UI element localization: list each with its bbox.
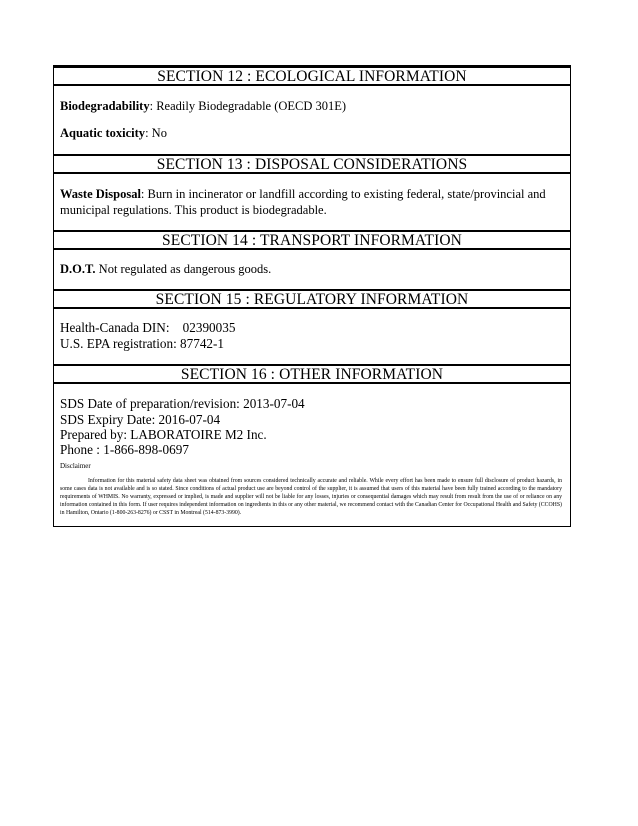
section-12-header — [54, 66, 570, 86]
waste-disposal-paragraph — [60, 186, 564, 218]
section-14-title: SECTION 14 : TRANSPORT INFORMATION — [162, 232, 462, 249]
waste-disposal-value: : Burn in incinerator or landfill according to existing federal, state/provincial and municipal regulations. This product is biodegradable. — [60, 187, 546, 217]
sds-expiry-date: SDS Expiry Date: 2016-07-04 — [60, 412, 221, 427]
disclaimer-label: Disclaimer — [60, 462, 91, 470]
biodegradability-line — [60, 98, 564, 114]
disclaimer-text: Information for this material safety data sheet was obtained from sources considered technically accurate and reliable. While every effort has been made to ensure full disclosure of product hazards, in some cases data is not available and is so stated. Since conditions of actual product use are beyond control of the supplier, it is assumed that users of this material have been fully trained according to the mandatory requirements of WHMIS. No warranty, expressed or implied, is made and supplier will not be liable for any losses, injuries or consequential damages which may result from result from the use of or reliance on any information contained in this form. If user requires independent information on ingredients in this or any other material, we recommend contact with the Canadian Center for Occupational Health and Safety (CCOHS) in Hamilton, Ontario (1-800-263-8276) or CSST in Montreal (514-873-3990). — [60, 478, 562, 516]
sds-prep-date: SDS Date of preparation/revision: 2013-07-04 — [60, 396, 305, 411]
section-13-title: SECTION 13 : DISPOSAL CONSIDERATIONS — [156, 156, 468, 173]
phone-number: Phone : 1-866-898-0697 — [60, 442, 189, 457]
biodegradability-label: Biodegradability — [60, 99, 150, 113]
epa-registration: U.S. EPA registration: 87742-1 — [60, 336, 224, 351]
section-13-header — [54, 154, 570, 174]
dot-value: Not regulated as dangerous goods. — [95, 262, 272, 276]
section-15-title: SECTION 15 : REGULATORY INFORMATION — [155, 291, 469, 308]
prepared-by: Prepared by: LABORATOIRE M2 Inc. — [60, 427, 267, 442]
sds-document-box — [53, 65, 571, 527]
waste-disposal-label: Waste Disposal — [60, 187, 141, 201]
section-16-title: SECTION 16 : OTHER INFORMATION — [180, 366, 444, 383]
section-12-title: SECTION 12 : ECOLOGICAL INFORMATION — [157, 68, 467, 85]
section-15-header — [54, 289, 570, 309]
dot-label: D.O.T. — [60, 262, 96, 276]
health-canada-din: Health-Canada DIN: 02390035 — [60, 320, 236, 335]
section-16-header — [54, 364, 570, 384]
dot-line — [60, 261, 564, 277]
aquatic-toxicity-line — [60, 125, 564, 141]
aquatic-toxicity-value: : No — [145, 126, 167, 140]
aquatic-toxicity-label: Aquatic toxicity — [60, 126, 146, 140]
biodegradability-value: : Readily Biodegradable (OECD 301E) — [149, 99, 347, 113]
section-14-header — [54, 230, 570, 250]
